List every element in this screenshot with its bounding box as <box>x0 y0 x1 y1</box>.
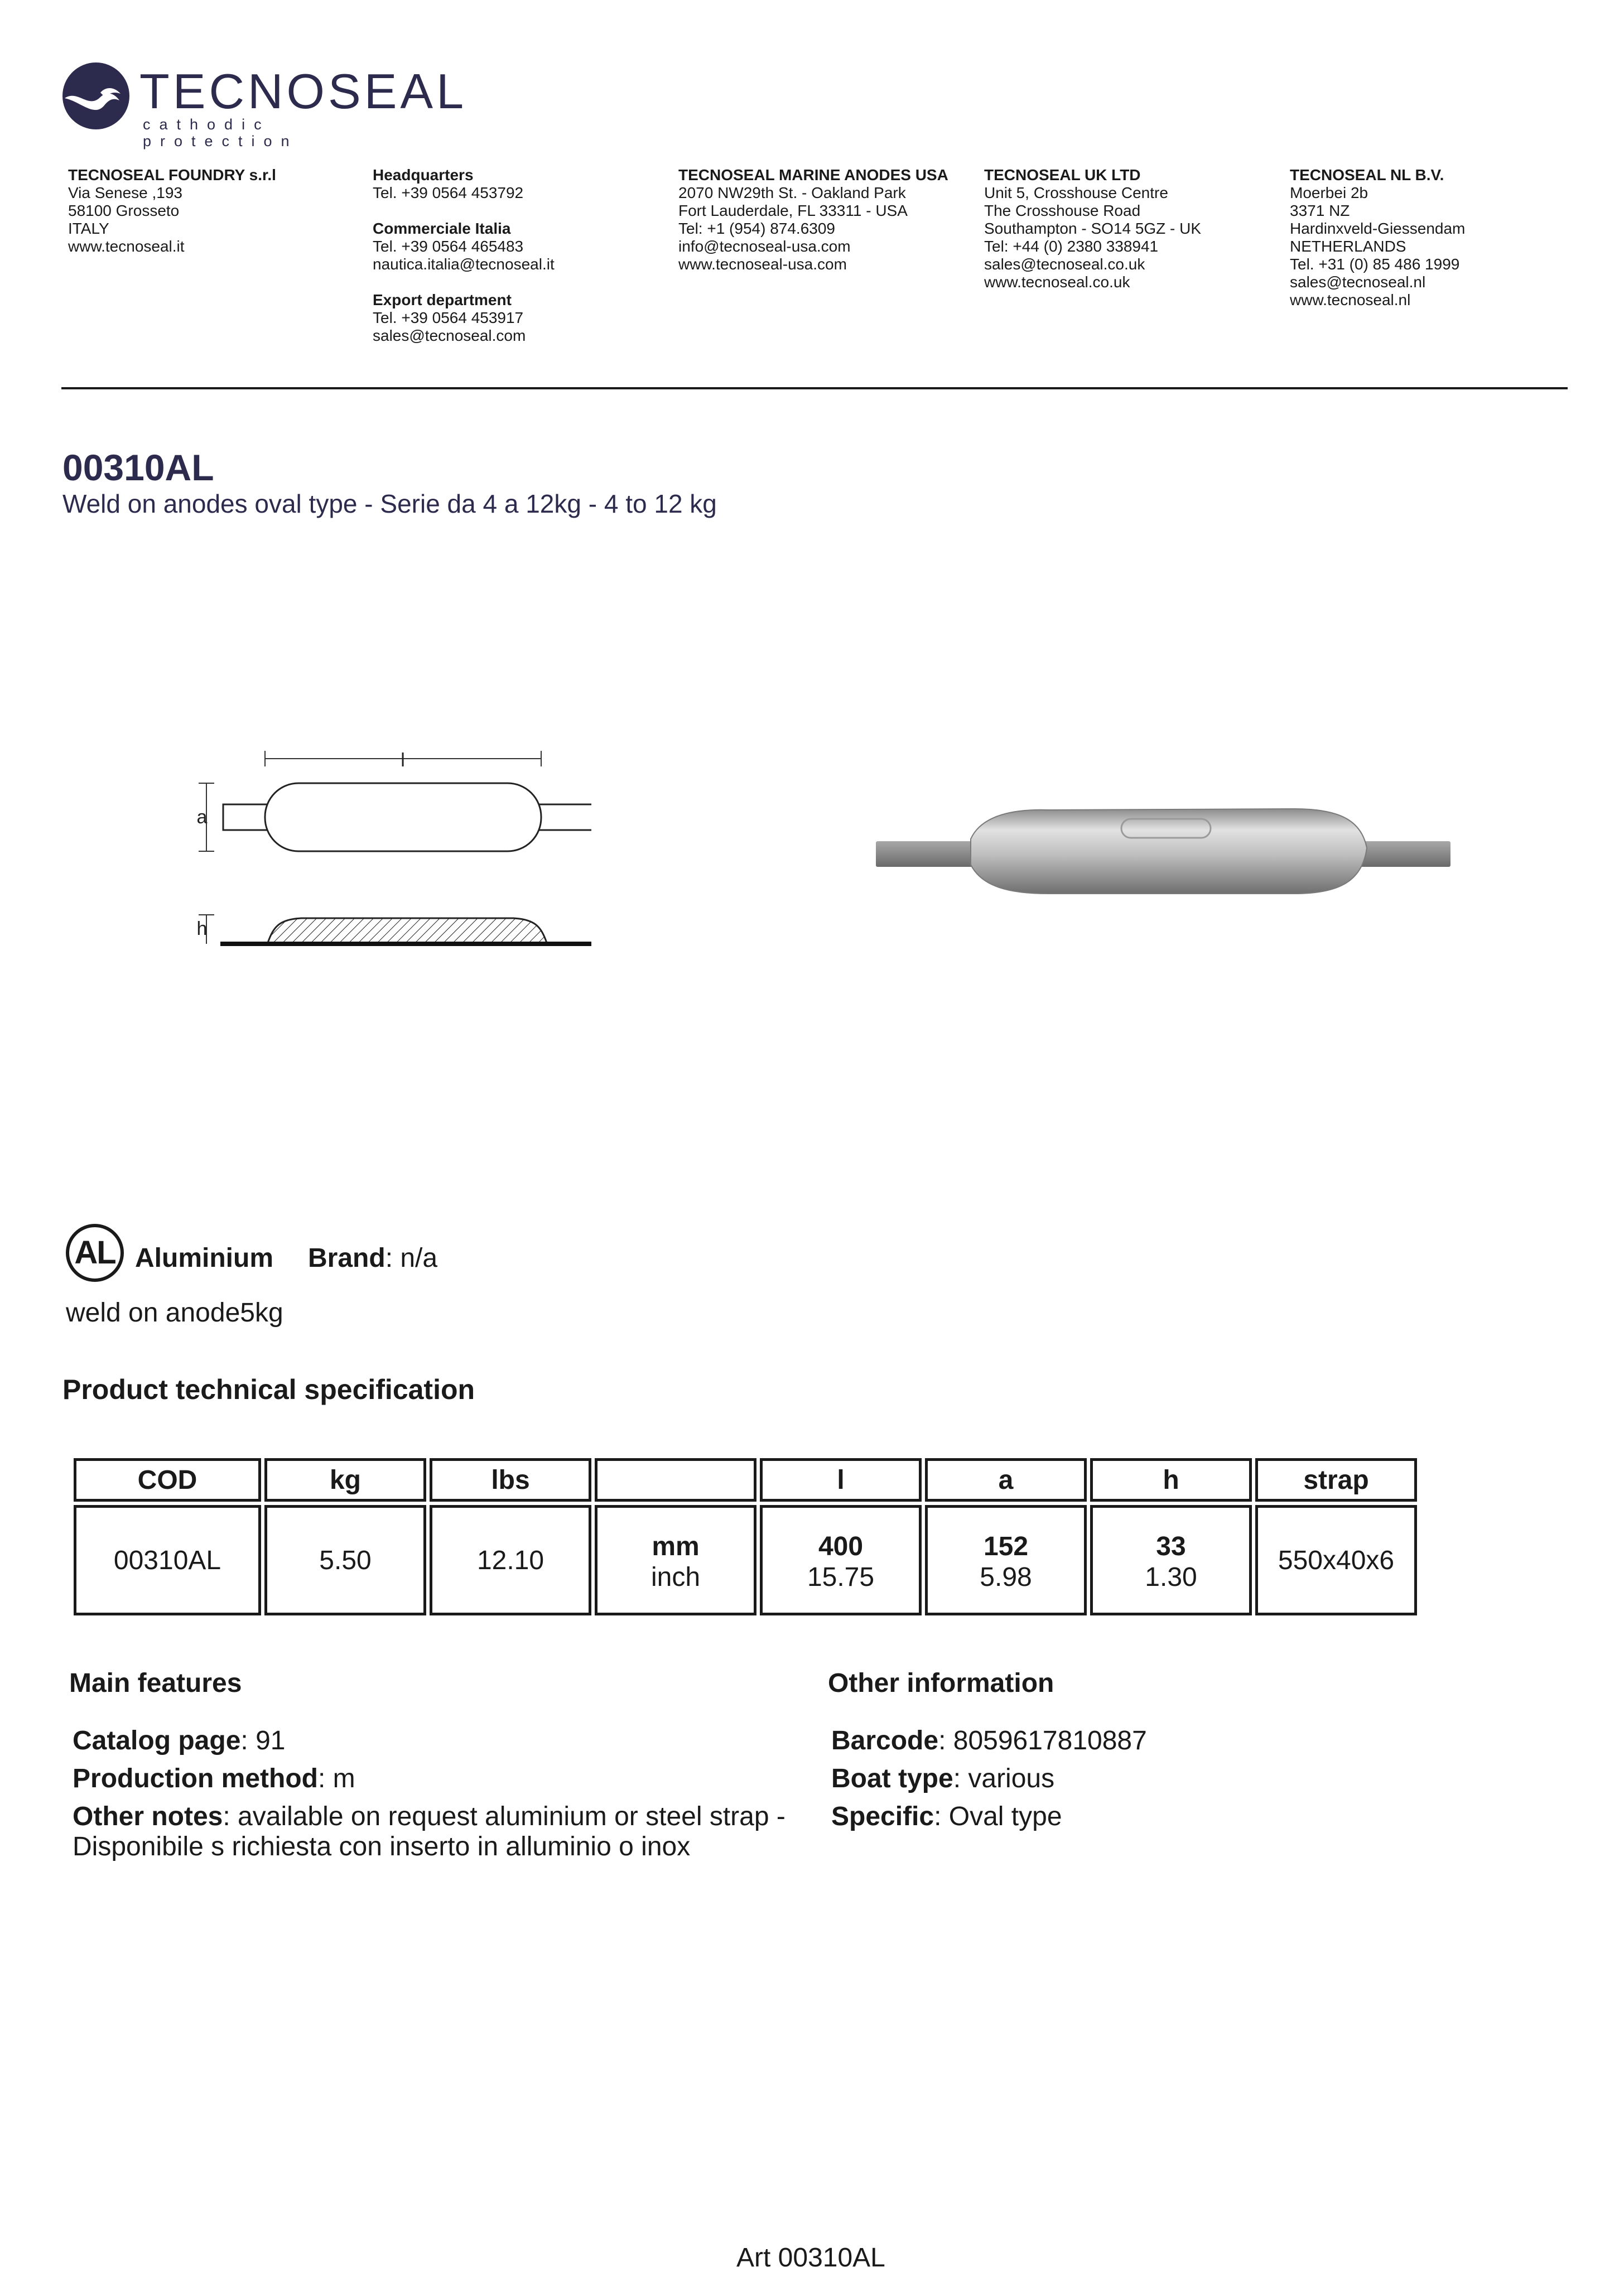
brand-name: TECNOSEAL <box>139 64 468 119</box>
cell-a <box>925 1505 1087 1615</box>
company-name: Export department <box>373 291 512 308</box>
l-mm: 400 <box>818 1532 864 1561</box>
website-link[interactable]: www.tecnoseal.co.uk <box>984 273 1130 291</box>
company-name: TECNOSEAL UK LTD <box>984 166 1141 184</box>
col-header-cod: COD <box>74 1458 261 1502</box>
h-inch: 1.30 <box>1145 1562 1197 1592</box>
company-headquarters <box>373 166 674 345</box>
address-line: NETHERLANDS <box>1290 238 1406 255</box>
col-header-kg: kg <box>264 1458 426 1502</box>
cell-lbs: 12.10 <box>430 1505 591 1615</box>
company-nl <box>1290 166 1591 309</box>
boat-value: : various <box>953 1764 1055 1793</box>
table-header-row <box>74 1458 1417 1502</box>
company-name: Headquarters <box>373 166 474 184</box>
company-foundry <box>68 166 369 255</box>
boat-label: Boat type <box>831 1764 953 1793</box>
production-label: Production method <box>73 1764 318 1793</box>
cell-strap: 550x40x6 <box>1255 1505 1417 1615</box>
col-header-l: l <box>760 1458 922 1502</box>
brand-tagline: cathodic protection <box>143 116 298 149</box>
address-line: The Crosshouse Road <box>984 202 1141 219</box>
address-line: ITALY <box>68 220 109 237</box>
address-line: Southampton - SO14 5GZ - UK <box>984 220 1202 237</box>
col-header-unit <box>595 1458 756 1502</box>
product-code: 00310AL <box>62 447 214 488</box>
cell-kg: 5.50 <box>264 1505 426 1615</box>
production-value: : m <box>317 1764 355 1793</box>
spec-table <box>70 1455 1420 1619</box>
specific <box>831 1802 1062 1832</box>
specific-value: : Oval type <box>934 1802 1062 1831</box>
specific-label: Specific <box>831 1802 934 1831</box>
product-subtitle: Weld on anodes oval type - Serie da 4 a 12kg - 4 to 12 kg <box>62 489 717 518</box>
barcode <box>831 1726 1147 1756</box>
cell-l <box>760 1505 922 1615</box>
spec-title: Product technical specification <box>62 1374 475 1405</box>
tecnoseal-logo <box>61 61 468 149</box>
notes-value-2: Disponibile s richiesta con inserto in alluminio o inox <box>73 1832 691 1861</box>
other-notes <box>73 1802 786 1862</box>
email-link[interactable]: sales@tecnoseal.com <box>373 327 526 344</box>
wave-logo-icon <box>61 61 131 131</box>
address-line: Fort Lauderdale, FL 33311 - USA <box>678 202 908 219</box>
l-inch: 15.75 <box>807 1562 875 1592</box>
email-link[interactable]: sales@tecnoseal.nl <box>1290 273 1426 291</box>
website-link[interactable]: www.tecnoseal.nl <box>1290 291 1411 308</box>
website-link[interactable]: www.tecnoseal.it <box>68 238 185 255</box>
main-features-title: Main features <box>69 1668 242 1698</box>
length-label: l <box>401 750 405 771</box>
cell-cod: 00310AL <box>74 1505 261 1615</box>
company-name: TECNOSEAL FOUNDRY s.r.l <box>68 166 276 184</box>
phone-line: Tel: +1 (954) 874.6309 <box>678 220 835 237</box>
aluminium-badge: AL <box>66 1224 124 1282</box>
table-row <box>74 1505 1417 1615</box>
barcode-label: Barcode <box>831 1726 939 1755</box>
address-line: Moerbei 2b <box>1290 184 1368 201</box>
address-line: 3371 NZ <box>1290 202 1350 219</box>
catalog-label: Catalog page <box>73 1726 241 1755</box>
notes-value: : available on request aluminium or steel strap - <box>223 1802 786 1831</box>
other-info-title: Other information <box>828 1668 1054 1698</box>
phone-line: Tel. +39 0564 453792 <box>373 184 524 201</box>
address-line: Hardinxveld-Giessendam <box>1290 220 1466 237</box>
material-label: Aluminium <box>135 1243 273 1273</box>
email-link[interactable]: sales@tecnoseal.co.uk <box>984 255 1145 273</box>
catalog-value: : 91 <box>240 1726 286 1755</box>
brand-value: : n/a <box>385 1243 438 1273</box>
unit-inch: inch <box>650 1562 701 1592</box>
product-photo <box>870 803 1456 898</box>
a-inch: 5.98 <box>980 1562 1032 1592</box>
col-header-a: a <box>925 1458 1087 1502</box>
phone-line: Tel. +39 0564 465483 <box>373 238 524 255</box>
company-name: TECNOSEAL NL B.V. <box>1290 166 1444 184</box>
product-description: weld on anode5kg <box>66 1298 283 1328</box>
brand-info <box>308 1243 437 1274</box>
unit-mm: mm <box>652 1532 700 1561</box>
website-link[interactable]: www.tecnoseal-usa.com <box>678 255 847 273</box>
h-mm: 33 <box>1156 1532 1186 1561</box>
address-line: Unit 5, Crosshouse Centre <box>984 184 1168 201</box>
phone-line: Tel: +44 (0) 2380 338941 <box>984 238 1159 255</box>
phone-line: Tel. +39 0564 453917 <box>373 309 524 326</box>
barcode-value: : 8059617810887 <box>938 1726 1147 1755</box>
cell-units <box>595 1505 756 1615</box>
company-name: TECNOSEAL MARINE ANODES USA <box>678 166 948 184</box>
technical-drawing <box>190 742 591 948</box>
col-header-h: h <box>1090 1458 1252 1502</box>
address-line: Via Senese ,193 <box>68 184 182 201</box>
email-link[interactable]: nautica.italia@tecnoseal.it <box>373 255 555 273</box>
brand-label: Brand <box>308 1243 385 1273</box>
cell-h <box>1090 1505 1252 1615</box>
footer-article: Art 00310AL <box>736 2243 885 2273</box>
col-header-lbs: lbs <box>430 1458 591 1502</box>
phone-line: Tel. +31 (0) 85 486 1999 <box>1290 255 1460 273</box>
notes-label: Other notes <box>73 1802 223 1831</box>
address-line: 58100 Grosseto <box>68 202 180 219</box>
col-header-strap: strap <box>1255 1458 1417 1502</box>
catalog-page <box>73 1726 285 1756</box>
email-link[interactable]: info@tecnoseal-usa.com <box>678 238 851 255</box>
company-usa <box>678 166 980 273</box>
width-label: a <box>196 807 208 828</box>
height-label: h <box>196 918 208 939</box>
header-divider <box>61 387 1568 389</box>
company-name: Commerciale Italia <box>373 220 511 237</box>
production-method <box>73 1764 355 1794</box>
boat-type <box>831 1764 1054 1794</box>
address-line: 2070 NW29th St. - Oakland Park <box>678 184 906 201</box>
a-mm: 152 <box>983 1532 1029 1561</box>
company-uk <box>984 166 1285 291</box>
